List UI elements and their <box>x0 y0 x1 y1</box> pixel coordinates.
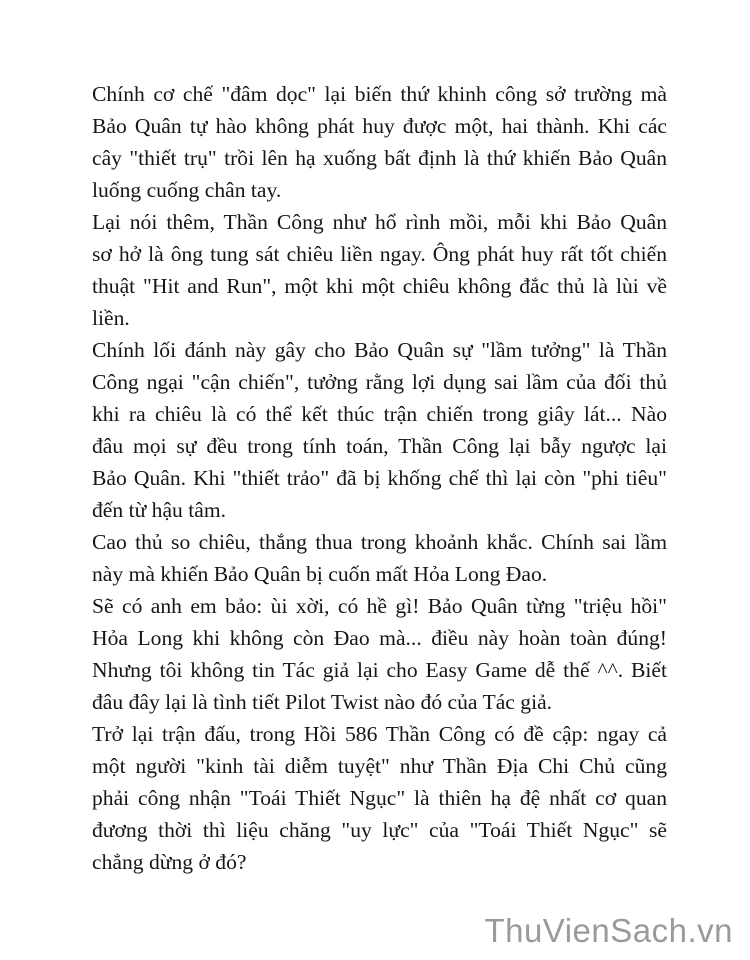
text-line: Lại nói thêm, Thần Công như hổ rình mồi, mỗi khi Bảo Quân <box>92 210 667 234</box>
text-line: phải công nhận "Toái Thiết Ngục" là thiên hạ đệ nhất cơ quan <box>92 786 667 810</box>
text-line: Hỏa Long khi không còn Đao mà... điều này hoàn toàn đúng! <box>92 626 667 650</box>
paragraph <box>92 206 667 334</box>
watermark-logo: ThuVienSach.vn <box>484 912 733 949</box>
text-line: chẳng dừng ở đó? <box>92 850 247 874</box>
text-line: Bảo Quân. Khi "thiết trảo" đã bị khống chế thì lại còn "phi tiêu" <box>92 466 667 490</box>
text-line: Công ngại "cận chiến", tưởng rằng lợi dụng sai lầm của đối thủ <box>92 370 667 394</box>
text-line: Chính lối đánh này gây cho Bảo Quân sự "lầm tưởng" là Thần <box>92 338 667 362</box>
text-line: khi ra chiêu là có thể kết thúc trận chiến trong giây lát... Nào <box>92 402 667 426</box>
text-line: cây "thiết trụ" trồi lên hạ xuống bất định là thứ khiến Bảo Quân <box>92 146 667 170</box>
text-line: Sẽ có anh em bảo: ùi xời, có hề gì! Bảo Quân từng "triệu hồi" <box>92 594 667 618</box>
text-line: đâu đây lại là tình tiết Pilot Twist nào đó của Tác giả. <box>92 690 553 714</box>
text-line: Nhưng tôi không tin Tác giả lại cho Easy Game dễ thế ^^. Biết <box>92 658 667 682</box>
text-line: luống cuống chân tay. <box>92 178 282 202</box>
text-line: liền. <box>92 306 130 330</box>
text-block <box>92 78 667 878</box>
text-line: Bảo Quân tự hào không phát huy được một, hai thành. Khi các <box>92 114 667 138</box>
paragraph <box>92 718 667 878</box>
text-line: thuật "Hit and Run", một khi một chiêu không đắc thủ là lùi về <box>92 274 667 298</box>
text-line: này mà khiến Bảo Quân bị cuốn mất Hỏa Long Đao. <box>92 562 548 586</box>
text-line: đâu mọi sự đều trong tính toán, Thần Công lại bẫy ngược lại <box>92 434 667 458</box>
paragraph <box>92 78 667 206</box>
text-line: đương thời thì liệu chăng "uy lực" của "Toái Thiết Ngục" sẽ <box>92 818 667 842</box>
text-line: sơ hở là ông tung sát chiêu liền ngay. Ông phát huy rất tốt chiến <box>92 242 667 266</box>
paragraph <box>92 334 667 526</box>
text-line: Chính cơ chế "đâm dọc" lại biến thứ khinh công sở trường mà <box>92 82 667 106</box>
text-line: một người "kinh tài diễm tuyệt" như Thần Địa Chi Chủ cũng <box>92 754 667 778</box>
paragraph <box>92 526 667 590</box>
text-line: đến từ hậu tâm. <box>92 498 227 522</box>
paragraph <box>92 590 667 718</box>
text-line: Trở lại trận đấu, trong Hồi 586 Thần Công có đề cập: ngay cả <box>92 722 667 746</box>
text-line: Cao thủ so chiêu, thắng thua trong khoảnh khắc. Chính sai lầm <box>92 530 667 554</box>
